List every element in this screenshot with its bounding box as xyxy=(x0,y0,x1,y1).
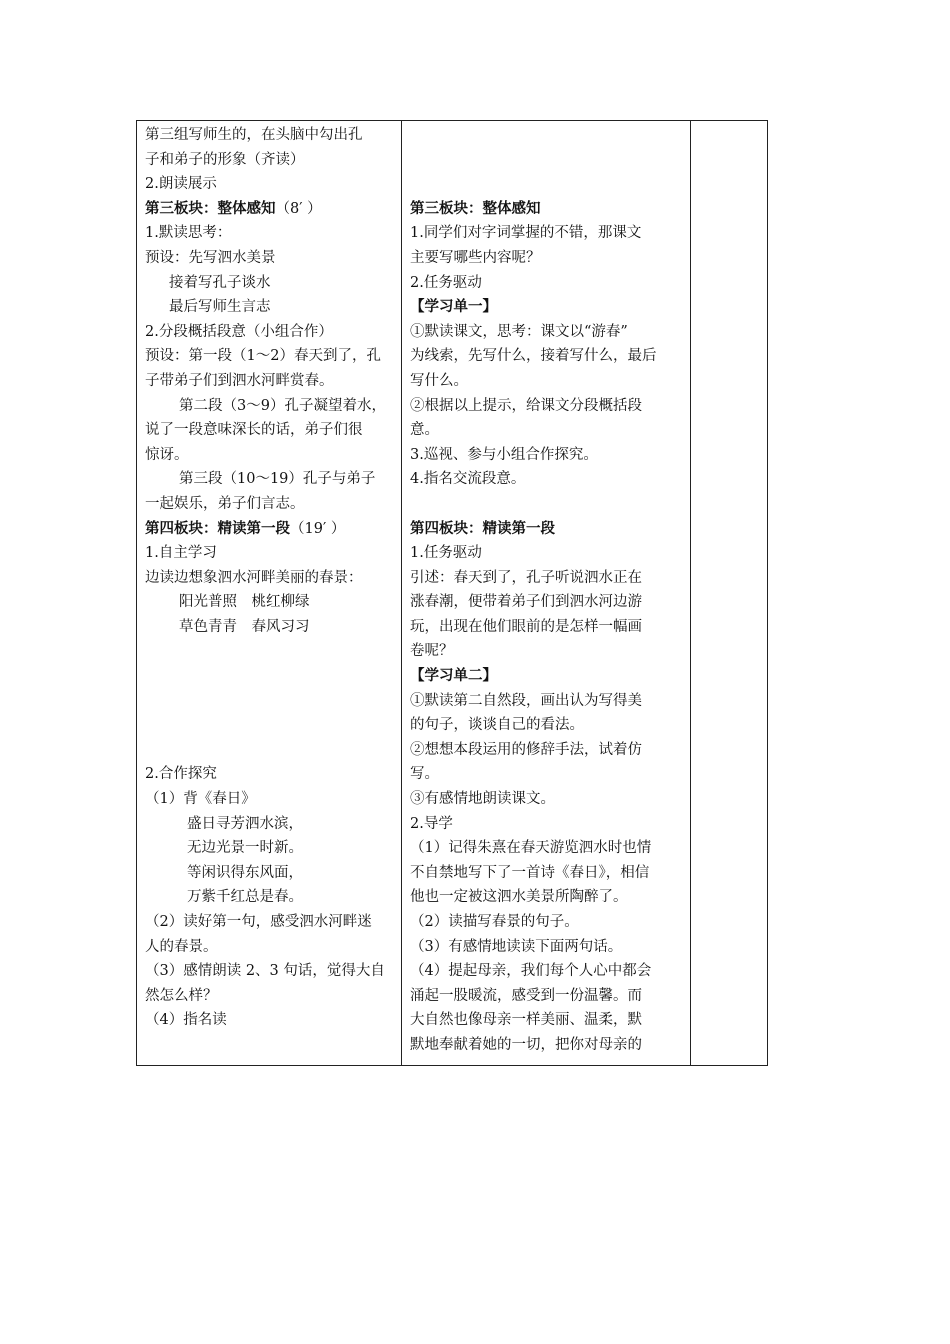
text-line: 2.朗读展示 xyxy=(145,176,217,193)
text-line: 一起娱乐，弟子们言志。 xyxy=(145,495,305,512)
text-line: 3.巡视、参与小组合作探究。 xyxy=(410,446,598,463)
text-line: （3）感情朗读 2、3 句话，觉得大自 xyxy=(145,963,385,980)
text-line: 惊讶。 xyxy=(145,446,189,463)
column-divider xyxy=(690,121,691,1065)
text-line: 草色青青 春风习习 xyxy=(179,618,310,635)
poem-line: 无边光景一时新。 xyxy=(187,840,303,857)
poem-line: 万紫千红总是春。 xyxy=(187,889,303,906)
spacer xyxy=(410,492,688,517)
text-line: ②根据以上提示，给课文分段概括段 xyxy=(410,397,642,414)
text-line: 的句子，谈谈自己的看法。 xyxy=(410,717,584,734)
text-line: 1.默读思考： xyxy=(145,225,232,242)
text-line: 卷呢？ xyxy=(410,643,454,660)
section-heading: 第四板块：精读第一段 xyxy=(410,519,555,537)
spacer xyxy=(410,148,688,173)
text-line: 玩，出现在他们眼前的是怎样一幅画 xyxy=(410,618,642,635)
text-line: 预设：第一段（1～2）春天到了，孔 xyxy=(145,348,381,365)
text-line: 子和弟子的形象（齐读） xyxy=(145,151,305,168)
worksheet-heading: 【学习单二】 xyxy=(410,667,497,685)
heading-title: 第四板块：精读第一段 xyxy=(145,519,290,537)
column-divider xyxy=(401,121,402,1065)
text-line: 说了一段意味深长的话，弟子们很 xyxy=(145,422,363,439)
spacer xyxy=(410,172,688,197)
text-line: （2）读描写春景的句子。 xyxy=(410,914,579,930)
text-line: 预设：先写泗水美景 xyxy=(145,249,276,266)
student-activity-column xyxy=(145,123,400,1033)
text-line: 他也一定被这泗水美景所陶醉了。 xyxy=(410,889,628,906)
text-line: 默地奉献着她的一切，把你对母亲的 xyxy=(410,1036,642,1053)
text-line: 2.分段概括段意（小组合作） xyxy=(145,323,333,340)
poem-line: 等闲识得东风面， xyxy=(187,864,303,881)
text-line: 写。 xyxy=(410,766,439,783)
text-line: 引述：春天到了，孔子听说泗水正在 xyxy=(410,569,642,586)
text-line: 2.任务驱动 xyxy=(410,274,482,291)
text-line: 人的春景。 xyxy=(145,938,218,955)
text-line: 主要写哪些内容呢？ xyxy=(410,249,541,266)
heading-time: （8′ ） xyxy=(275,200,322,217)
text-line: 涌起一股暖流，感受到一份温馨。而 xyxy=(410,987,642,1004)
section-heading xyxy=(145,517,400,542)
text-line: 1.任务驱动 xyxy=(410,545,482,562)
text-line: 第三段（10～19）孔子与弟子 xyxy=(179,471,376,488)
text-line: 子带弟子们到泗水河畔赏春。 xyxy=(145,372,334,389)
spacer xyxy=(410,123,688,148)
text-line: 4.指名交流段意。 xyxy=(410,471,526,488)
text-line: （1）记得朱熹在春天游览泗水时也情 xyxy=(410,840,652,857)
text-line: ①默读第二自然段，画出认为写得美 xyxy=(410,692,642,709)
text-line: 2.导学 xyxy=(410,815,453,832)
text-line: （3）有感情地读读下面两句话。 xyxy=(410,938,623,955)
text-line: 边读边想象泗水河畔美丽的春景： xyxy=(145,569,363,586)
teacher-activity-column xyxy=(410,123,688,1058)
heading-title: 第三板块：整体感知 xyxy=(145,199,276,217)
poem-line: 盛日寻芳泗水滨， xyxy=(187,815,303,832)
text-line: （2）读好第一句，感受泗水河畔迷 xyxy=(145,914,372,930)
text-line: ②想想本段运用的修辞手法，试着仿 xyxy=(410,741,642,758)
spacer xyxy=(145,664,400,689)
spacer xyxy=(145,713,400,738)
text-line: 然怎么样？ xyxy=(145,987,218,1004)
text-line: 不自禁地写下了一首诗《春日》，相信 xyxy=(410,864,650,881)
text-line: 意。 xyxy=(410,422,439,439)
heading-time: （19′ ） xyxy=(290,520,346,537)
text-line: ③有感情地朗读课文。 xyxy=(410,791,555,808)
spacer xyxy=(145,738,400,763)
text-line: 1.同学们对字词掌握的不错，那课文 xyxy=(410,225,642,242)
text-line: 2.合作探究 xyxy=(145,766,217,783)
lesson-plan-table xyxy=(136,120,768,1066)
text-line: 第二段（3～9）孔子凝望着水， xyxy=(179,397,386,414)
text-line: 最后写师生言志 xyxy=(169,299,271,316)
spacer xyxy=(145,639,400,664)
spacer xyxy=(145,689,400,714)
text-line: 为线索，先写什么，接着写什么，最后 xyxy=(410,348,657,365)
section-heading: 第三板块：整体感知 xyxy=(410,199,541,217)
text-line: ①默读课文，思考：课文以“游春” xyxy=(410,323,628,340)
text-line: 写什么。 xyxy=(410,372,468,389)
text-line: 1.自主学习 xyxy=(145,545,217,562)
text-line: （4）提起母亲，我们每个人心中都会 xyxy=(410,963,652,980)
text-line: 大自然也像母亲一样美丽、温柔，默 xyxy=(410,1012,642,1029)
text-line: 第三组写师生的，在头脑中勾出孔 xyxy=(145,127,363,143)
text-line: （1）背《春日》 xyxy=(145,791,256,808)
text-line: 接着写孔子谈水 xyxy=(169,274,271,291)
text-line: 阳光普照 桃红柳绿 xyxy=(179,594,310,611)
worksheet-heading: 【学习单一】 xyxy=(410,298,497,316)
section-heading xyxy=(145,197,400,222)
text-line: 涨春潮，便带着弟子们到泗水河边游 xyxy=(410,594,642,611)
text-line: （4）指名读 xyxy=(145,1012,227,1029)
